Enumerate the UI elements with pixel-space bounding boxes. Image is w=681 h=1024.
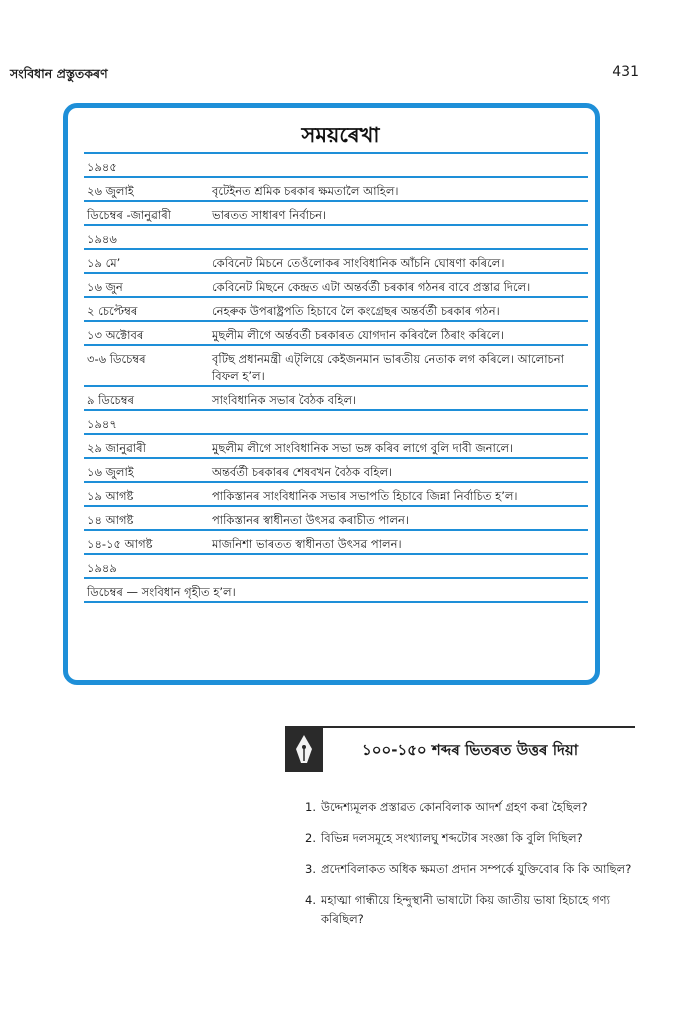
timeline-date: ২৬ জুলাই — [87, 184, 134, 198]
timeline-date: ২ চেপ্টেম্বৰ — [87, 304, 138, 318]
timeline-date: ১৪ আগষ্ট — [87, 513, 134, 527]
timeline-date: ১৬ জুন — [87, 280, 123, 294]
timeline-event: পাকিস্তানৰ সাংবিধানিক সভাৰ সভাপতি হিচাবে জিন্না নিৰ্বাচিত হ’ল। — [212, 489, 518, 503]
question-item — [305, 829, 655, 848]
timeline-event: সাংবিধানিক সভাৰ বৈঠক বহিল। — [212, 393, 357, 407]
timeline-row — [84, 346, 588, 387]
question-text: মহাত্মা গান্ধীয়ে হিন্দুস্থানী ভাষাটো কিয় জাতীয় ভাষা হিচাহে গণ্য কৰিছিল? — [321, 893, 610, 926]
timeline-year-row — [84, 555, 588, 579]
timeline-event: কেবিনেট মিচনে তেওঁলোকৰ সাংবিধানিক আঁচনি ঘোষণা কৰিলে। — [212, 256, 505, 270]
timeline-date: ১৩ অক্টোবৰ — [87, 328, 144, 342]
question-number: 2. — [305, 831, 316, 845]
timeline-date: ডিচেম্বৰ -জানুৱাৰী — [87, 208, 171, 222]
timeline-event: বৃটিছ প্ৰধানমন্ত্ৰী এট্‌লিয়ে কেইজনমান ভাৰতীয় নেতাক লগ কৰিলে। আলোচনা বিফল হ’ল। — [212, 352, 564, 383]
timeline-row — [84, 202, 588, 226]
timeline-row — [84, 298, 588, 322]
timeline-row — [84, 250, 588, 274]
timeline-date: ১৯ মে’ — [87, 256, 121, 270]
question-item — [305, 860, 655, 879]
question-item — [305, 891, 655, 929]
pen-nib-icon — [285, 728, 323, 772]
question-item — [305, 798, 655, 817]
question-text: প্ৰদেশবিলাকত অধিক ক্ষমতা প্ৰদান সম্পৰ্কে যুক্তিবোৰ কি কি আছিল? — [321, 862, 632, 876]
timeline-row — [84, 178, 588, 202]
question-number: 4. — [305, 893, 316, 907]
timeline-year: ১৯৪৯ — [87, 561, 117, 575]
timeline-row — [84, 507, 588, 531]
timeline-row — [84, 483, 588, 507]
timeline-event: বৃটেইনত শ্ৰমিক চৰকাৰ ক্ষমতালৈ আহিল। — [212, 184, 399, 198]
timeline-date: ১৪-১৫ আগষ্ট — [87, 537, 153, 551]
chapter-title: সংবিধান প্ৰস্তুতকৰণ — [10, 66, 108, 81]
timeline-row — [84, 387, 588, 411]
timeline-date: ৯ ডিচেম্বৰ — [87, 393, 134, 407]
timeline-event: মাজনিশা ভাৰতত স্বাধীনতা উৎসৱ পালন। — [212, 537, 402, 551]
questions-title: ১০০-১৫০ শব্দৰ ভিতৰত উত্তৰ দিয়া — [362, 741, 579, 759]
timeline-row — [84, 322, 588, 346]
timeline-year: ১৯৪৬ — [87, 232, 117, 246]
question-number: 1. — [305, 800, 316, 814]
timeline-year: ১৯৪৭ — [87, 417, 117, 431]
timeline-date: ২৯ জানুৱাৰী — [87, 441, 146, 455]
timeline-year-row — [84, 411, 588, 435]
timeline-year-row — [84, 226, 588, 250]
timeline-date: ৩-৬ ডিচেম্বৰ — [87, 352, 146, 366]
timeline-row-full — [84, 579, 588, 603]
question-number: 3. — [305, 862, 316, 876]
timeline-title: সময়ৰেখা — [301, 123, 380, 147]
timeline-row — [84, 459, 588, 483]
timeline-row — [84, 531, 588, 555]
timeline-table — [84, 152, 588, 603]
timeline-event: ভাৰতত সাধাৰণ নিৰ্বাচন। — [212, 208, 327, 222]
timeline-event: মুছলীম লীগে সাংবিধানিক সভা ভঙ্গ কৰিব লাগে বুলি দাবী জনালে। — [212, 441, 514, 455]
timeline-row — [84, 274, 588, 298]
question-text: বিভিন্ন দলসমূহে সংখ্যালঘু শব্দটোৰ সংজ্ঞা কি বুলি দিছিল? — [321, 831, 583, 845]
timeline-year-row — [84, 152, 588, 178]
question-list — [305, 798, 655, 941]
page-number: 431 — [612, 64, 639, 80]
question-divider — [285, 726, 635, 728]
timeline-event: কেবিনেট মিছনে কেন্দ্ৰত এটা অন্তৰ্বৰ্তী চৰকাৰ গঠনৰ বাবে প্ৰস্তাৱ দিলে। — [212, 280, 531, 294]
timeline-event: মুছলীম লীগে অৰ্ন্তবৰ্তী চৰকাৰত যোগদান কৰিবলৈ ঠিৰাং কৰিলে। — [212, 328, 504, 342]
timeline-date: ডিচেম্বৰ — সংবিধান গৃহীত হ’ল। — [87, 585, 236, 599]
timeline-date: ১৯ আগষ্ট — [87, 489, 134, 503]
timeline-event: পাকিস্তানৰ স্বাধীনতা উৎসৱ কৰাচীত পালন। — [212, 513, 410, 527]
timeline-event: অন্তৰ্বৰ্তী চৰকাৰৰ শেষবখন বৈঠক বহিল। — [212, 465, 393, 479]
timeline-date: ১৬ জুলাই — [87, 465, 134, 479]
question-text: উদ্দেশ্যমূলক প্ৰস্তাৱত কোনবিলাক আদৰ্শ গ্ৰহণ কৰা হৈছিল? — [321, 800, 588, 814]
timeline-year: ১৯৪৫ — [87, 160, 117, 174]
timeline-event: নেহৰুক উপৰাষ্ট্ৰপতি হিচাবে লৈ কংগ্ৰেছৰ অন্তৰ্বৰ্তী চৰকাৰ গঠন। — [212, 304, 500, 318]
timeline-row — [84, 435, 588, 459]
